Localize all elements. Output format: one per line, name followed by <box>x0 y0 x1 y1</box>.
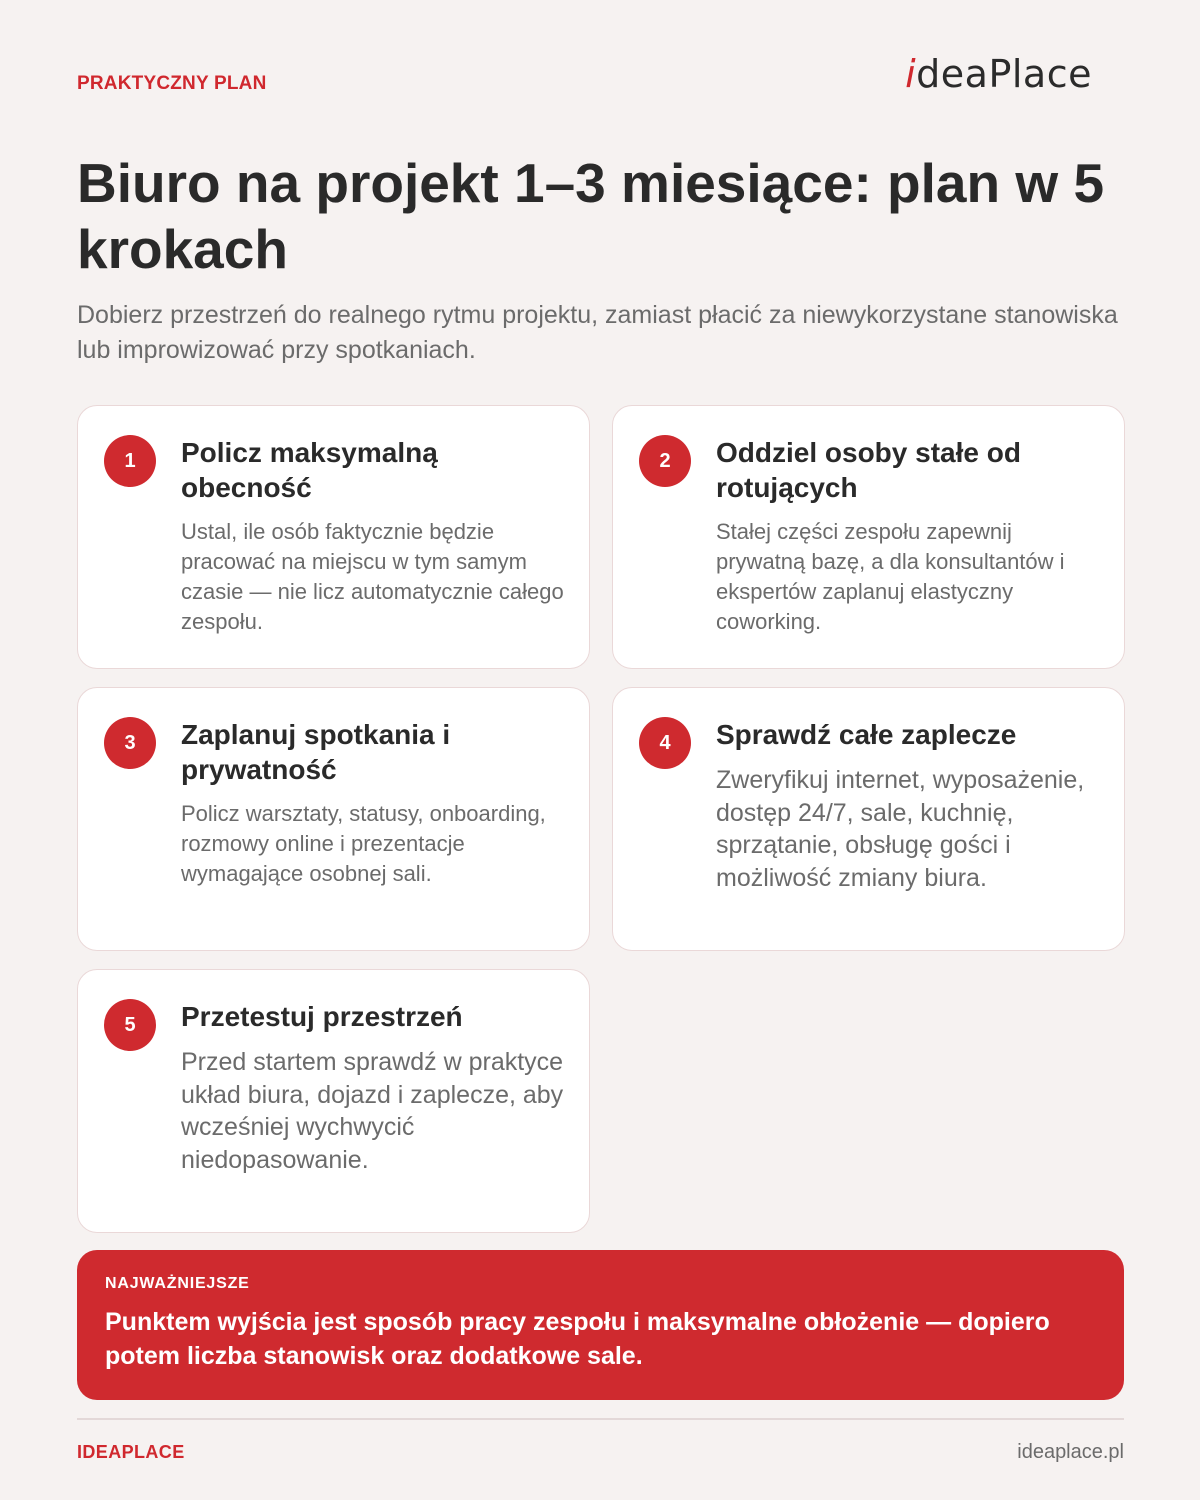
step-title: Policz maksymalną obecność <box>181 437 438 503</box>
step-description: Przed startem sprawdź w praktyce układ biura, dojazd i zaplecze, aby wcześniej wychwycić niedopasowanie. <box>181 1048 564 1174</box>
step-description: Stałej części zespołu zapewnij prywatną bazę, a dla konsultantów i ekspertów zaplanuj elastyczny coworking. <box>716 519 1065 634</box>
eyebrow-label: PRAKTYCZNY PLAN <box>77 73 267 94</box>
step-number-badge: 2 <box>639 435 691 487</box>
step-card-4 <box>612 687 1125 951</box>
step-title: Przetestuj przestrzeń <box>181 1001 463 1032</box>
step-description: Ustal, ile osób faktycznie będzie pracować na miejscu w tym samym czasie — nie licz automatycznie całego zespołu. <box>181 519 564 634</box>
step-description: Zweryfikuj internet, wyposażenie, dostęp 24/7, sale, kuchnię, sprzątanie, obsługę gości i możliwość zmiany biura. <box>716 766 1085 892</box>
page-subtitle: Dobierz przestrzeń do realnego rytmu projektu, zamiast płacić za niewykorzystane stanowiska lub improwizować przy spotkaniach. <box>77 301 1118 364</box>
step-card-2 <box>612 405 1125 669</box>
step-title: Zaplanuj spotkania i prywatność <box>181 719 451 785</box>
step-card-1 <box>77 405 590 669</box>
step-number-badge: 5 <box>104 999 156 1051</box>
key-takeaway-box <box>77 1250 1124 1400</box>
logo-wordmark: deaPlace <box>916 52 1092 96</box>
brand-logo[interactable] <box>905 52 1092 96</box>
step-number-badge: 4 <box>639 717 691 769</box>
footer-divider <box>77 1418 1124 1420</box>
logo-accent-letter: i <box>905 52 917 96</box>
step-description: Policz warsztaty, statusy, onboarding, rozmowy online i prezentacje wymagające osobnej sali. <box>181 801 546 886</box>
key-takeaway-text: Punktem wyjścia jest sposób pracy zespołu i maksymalne obłożenie — dopiero potem liczba stanowisk oraz dodatkowe sale. <box>105 1308 1050 1370</box>
step-number-badge: 3 <box>104 717 156 769</box>
step-title: Sprawdź całe zaplecze <box>716 719 1017 750</box>
step-title: Oddziel osoby stałe od rotujących <box>716 437 1021 503</box>
infographic-page <box>77 0 1124 1500</box>
footer-brand: IDEAPLACE <box>77 1442 185 1462</box>
step-number-badge: 1 <box>104 435 156 487</box>
key-takeaway-label: NAJWAŻNIEJSZE <box>105 1275 250 1292</box>
step-card-3 <box>77 687 590 951</box>
footer-website-link[interactable]: ideaplace.pl <box>1017 1441 1124 1463</box>
page-title: Biuro na projekt 1–3 miesiące: plan w 5 krokach <box>77 152 1105 280</box>
step-card-5 <box>77 969 590 1233</box>
